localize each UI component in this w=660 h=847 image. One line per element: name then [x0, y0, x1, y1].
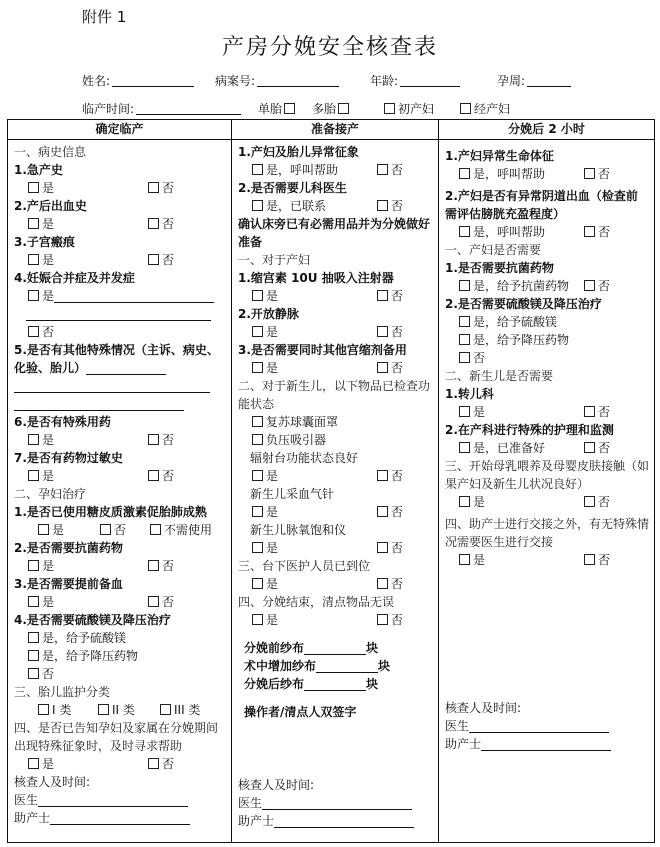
q-antibiotic: 1.是否需要抗菌药物 [445, 261, 554, 275]
checkbox-icon[interactable] [148, 470, 159, 481]
yn-blood-gas [238, 503, 433, 521]
no-label: 否 [598, 495, 611, 509]
no-need-label: 不需使用 [164, 523, 213, 537]
doctor-label: 医生 [14, 793, 39, 807]
gest-field[interactable] [497, 72, 571, 89]
section-handover: 四、助产士进行交接之外，有无特殊情况需要医生进行交接 [445, 517, 650, 549]
checklist-table [7, 119, 655, 843]
column-labor [8, 140, 232, 843]
checkbox-icon[interactable] [28, 290, 39, 301]
record-field[interactable] [215, 72, 339, 89]
no-label: 否 [598, 441, 611, 455]
no-label: 否 [162, 559, 175, 573]
checkbox-icon[interactable] [252, 614, 263, 625]
q-pph: 2.产后出血史 [14, 199, 87, 213]
checkbox-icon[interactable] [148, 758, 159, 769]
yes-complications [14, 287, 226, 305]
labor-time-field[interactable] [82, 100, 241, 117]
checkbox-icon[interactable] [28, 632, 39, 643]
single-option[interactable] [258, 100, 298, 117]
checkbox-icon[interactable] [459, 334, 470, 345]
gauze-before-label: 分娩前纱布 [244, 641, 305, 655]
column-prep [232, 140, 439, 843]
checkbox-icon[interactable] [584, 168, 595, 179]
item-warmer: 辐射台功能状态良好 [250, 451, 359, 465]
item-blood-gas: 新生儿采血气针 [250, 487, 335, 501]
age-label: 年龄: [370, 74, 399, 88]
yes-label: 是 [42, 469, 55, 483]
checkbox-icon[interactable] [150, 524, 161, 535]
no-label: 否 [391, 541, 404, 555]
section-count: 四、分娩结束，清点物品无误 [238, 595, 395, 609]
no-label: 否 [391, 361, 404, 375]
q-allergy: 7.是否有药物过敏史 [14, 451, 123, 465]
section-maternal-treatment: 二、孕妇治疗 [14, 487, 87, 501]
page-title: 产房分娩安全核查表 [221, 35, 438, 60]
section-newborn-needs: 二、新生儿是否需要 [445, 369, 554, 383]
q-uterotonic: 3.是否需要同时其他宫缩剂备用 [238, 343, 407, 357]
checkbox-icon[interactable] [252, 470, 263, 481]
checkbox-icon[interactable] [459, 406, 470, 417]
checkbox-icon[interactable] [252, 290, 263, 301]
opt-mg [14, 629, 226, 647]
doctor-row [14, 791, 226, 809]
primi-checkbox[interactable] [384, 103, 395, 114]
no-label: 否 [391, 577, 404, 591]
no-label: 否 [391, 163, 404, 177]
age-input[interactable] [400, 74, 460, 87]
midwife-label: 助产士 [445, 737, 482, 751]
opt-bp [14, 647, 226, 665]
yes-label: 是 [473, 553, 486, 567]
checkbox-icon[interactable] [252, 506, 263, 517]
multip-label: 经产妇 [474, 102, 511, 116]
section-newborn: 二、对于新生儿，以下物品已检查功能状态 [238, 379, 431, 411]
no-label: 否 [162, 181, 175, 195]
ready-label: 是，已准备好 [473, 441, 546, 455]
yn-staff [238, 575, 433, 593]
yn-scar [14, 251, 226, 269]
q-other [14, 341, 226, 377]
checkbox-icon[interactable] [28, 254, 39, 265]
yn-special-drug [14, 431, 226, 449]
yes-label: 是 [266, 613, 279, 627]
gauze-added-label: 术中增加纱布 [244, 659, 317, 673]
checkbox-icon[interactable] [377, 326, 388, 337]
checkbox-icon[interactable] [148, 218, 159, 229]
prep-intro: 确认床旁已有必需用品并为分娩做好准备 [238, 217, 431, 249]
gauze-added-input[interactable] [316, 660, 378, 673]
q-vitals: 1.产妇异常生命体征 [445, 149, 554, 163]
q-steroid: 1.是否已使用糖皮质激素促胎肺成熟 [14, 505, 207, 519]
class2-label: II 类 [112, 703, 135, 717]
fill-other-2 [14, 395, 226, 413]
yes-label: 是 [42, 559, 55, 573]
checkbox-icon[interactable] [459, 226, 470, 237]
age-field[interactable] [370, 72, 460, 89]
checkbox-icon[interactable] [148, 596, 159, 607]
checkbox-icon[interactable] [377, 542, 388, 553]
checkbox-icon[interactable] [252, 326, 263, 337]
yn-antibiotic [14, 557, 226, 575]
no-label: 否 [391, 505, 404, 519]
yn-bleeding [445, 223, 649, 241]
no-complications [14, 323, 226, 341]
checkbox-icon[interactable] [584, 226, 595, 237]
yes-label: 是 [42, 433, 55, 447]
fill-line[interactable] [54, 290, 214, 303]
name-label: 姓名: [82, 74, 111, 88]
checkbox-icon[interactable] [252, 434, 263, 445]
section-breastfeeding: 三、开始母乳喂养及母婴皮肤接触（如果产妇及新生儿状况良好） [445, 459, 650, 491]
q-mgso4: 2.是否需要硫酸镁及降压治疗 [445, 297, 602, 311]
checkbox-icon[interactable] [28, 560, 39, 571]
no-label: 否 [598, 279, 611, 293]
checkbox-icon[interactable] [98, 704, 109, 715]
yn-vitals [445, 165, 649, 183]
doctor-row [445, 717, 649, 735]
checkbox-icon[interactable] [459, 442, 470, 453]
q-scar: 3.子宫瘢痕 [14, 235, 75, 249]
fill-other-1 [14, 377, 226, 395]
checkbox-icon[interactable] [28, 596, 39, 607]
fetal-class-options [14, 701, 226, 719]
yes-label: 是 [266, 289, 279, 303]
gauze-after-row [238, 675, 433, 693]
doctor-sign-line[interactable] [262, 797, 412, 810]
help-label: 是，呼叫帮助 [266, 163, 339, 177]
checkbox-icon[interactable] [459, 554, 470, 565]
class1-label: I 类 [52, 703, 72, 717]
q-antibiotic: 2.是否需要抗菌药物 [14, 541, 123, 555]
fill-line[interactable] [26, 308, 211, 321]
yn-pph [14, 215, 226, 233]
checkbox-icon[interactable] [28, 218, 39, 229]
midwife-sign-line[interactable] [50, 812, 190, 825]
q-abnormal-signs: 1.产妇及胎儿异常征象 [238, 145, 359, 159]
q-complications: 4.妊娠合并症及并发症 [14, 271, 135, 285]
item-oximeter: 新生儿脉氧饱和仪 [250, 523, 347, 537]
gauze-before-input[interactable] [304, 642, 366, 655]
suction-label: 负压吸引器 [266, 433, 327, 447]
midwife-sign-line[interactable] [481, 738, 611, 751]
checker-label: 核查人及时间: [238, 778, 315, 792]
no-label: 否 [598, 405, 611, 419]
bp-label: 是，给予降压药物 [42, 649, 139, 663]
q-precipitous: 1.急产史 [14, 163, 63, 177]
checkbox-icon[interactable] [459, 280, 470, 291]
checkbox-icon[interactable] [584, 280, 595, 291]
checkbox-icon[interactable] [584, 496, 595, 507]
gauze-after-label: 分娩后纱布 [244, 677, 305, 691]
gauze-after-input[interactable] [304, 678, 366, 691]
gauze-added-row [238, 657, 433, 675]
no-label: 否 [42, 667, 55, 681]
fill-line[interactable] [14, 398, 184, 411]
checkbox-icon[interactable] [377, 614, 388, 625]
section-mother-needs: 一、产妇是否需要 [445, 243, 542, 257]
multip-checkbox[interactable] [460, 103, 471, 114]
q-blood: 3.是否需要提前备血 [14, 577, 123, 591]
multi-option[interactable] [312, 100, 352, 117]
col-header-prep: 准备接产 [232, 120, 439, 140]
yes-label: 是 [42, 757, 55, 771]
q-mgso4: 4.是否需要硫酸镁及降压治疗 [14, 613, 171, 627]
checkbox-icon[interactable] [28, 470, 39, 481]
no-label: 否 [42, 325, 55, 339]
no-label: 否 [162, 595, 175, 609]
checkbox-icon[interactable] [252, 578, 263, 589]
midwife-row [14, 809, 226, 827]
yes-label: 是 [266, 325, 279, 339]
q-special-care: 2.在产科进行特殊的护理和监测 [445, 423, 614, 437]
column-postpartum [439, 140, 655, 843]
q-iv: 2.开放静脉 [238, 307, 299, 321]
midwife-label: 助产士 [14, 811, 51, 825]
section-mother: 一、对于产妇 [238, 253, 311, 267]
doctor-sign-line[interactable] [38, 794, 188, 807]
yn-breastfeeding [445, 493, 649, 511]
yn-precipitous [14, 179, 226, 197]
yn-pediatrician [238, 197, 433, 215]
bag-mask-label: 复苏球囊面罩 [266, 415, 339, 429]
bp-label: 是，给予降压药物 [473, 333, 570, 347]
opt-no [445, 349, 649, 367]
item-bag-mask [238, 413, 433, 431]
attachment-label: 附件 1 [82, 8, 127, 26]
multip-option[interactable] [458, 100, 510, 117]
multi-label: 多胎 [312, 102, 337, 116]
checkbox-icon[interactable] [28, 650, 39, 661]
yn-oximeter [238, 539, 433, 557]
no-label: 否 [162, 253, 175, 267]
multi-checkbox[interactable] [338, 103, 349, 114]
opt-no [14, 665, 226, 683]
midwife-sign-line[interactable] [274, 815, 414, 828]
checkbox-icon[interactable] [28, 434, 39, 445]
doctor-label: 医生 [445, 719, 470, 733]
col-header-postpartum: 分娩后 2 小时 [439, 120, 655, 140]
gest-label: 孕周: [497, 74, 526, 88]
section-history: 一、病史信息 [14, 145, 87, 159]
checkbox-icon[interactable] [252, 416, 263, 427]
yn-handover [445, 551, 649, 569]
name-input[interactable] [112, 74, 194, 87]
no-label: 否 [162, 433, 175, 447]
yn-allergy [14, 467, 226, 485]
no-label: 否 [391, 613, 404, 627]
yn-steroid [14, 521, 226, 539]
abx-label: 是，给予抗菌药物 [473, 279, 570, 293]
checkbox-icon[interactable] [252, 200, 263, 211]
no-label: 否 [598, 553, 611, 567]
yn-transfer [445, 403, 649, 421]
mg-label: 是，给予硫酸镁 [42, 631, 127, 645]
no-label: 否 [598, 167, 611, 181]
checkbox-icon[interactable] [148, 182, 159, 193]
checkbox-icon[interactable] [28, 326, 39, 337]
checkbox-icon[interactable] [377, 470, 388, 481]
gauze-before-row [238, 639, 433, 657]
double-sign-label: 操作者/清点人双签字 [244, 705, 357, 719]
class3-label: III 类 [174, 703, 201, 717]
yes-label: 是 [473, 405, 486, 419]
checkbox-icon[interactable] [28, 758, 39, 769]
checkbox-icon[interactable] [148, 254, 159, 265]
checkbox-icon[interactable] [584, 442, 595, 453]
yn-uterotonic [238, 359, 433, 377]
yn-oxytocin [238, 287, 433, 305]
q-pediatrician: 2.是否需要儿科医生 [238, 181, 347, 195]
checkbox-icon[interactable] [28, 668, 39, 679]
checkbox-icon[interactable] [252, 542, 263, 553]
no-label: 否 [162, 217, 175, 231]
checkbox-icon[interactable] [459, 352, 470, 363]
checker-label: 核查人及时间: [14, 775, 91, 789]
doctor-row [238, 794, 433, 812]
yn-warmer [238, 467, 433, 485]
yn-iv [238, 323, 433, 341]
yes-label: 是 [266, 541, 279, 555]
no-label: 否 [473, 351, 486, 365]
yes-label: 是 [52, 523, 65, 537]
record-input[interactable] [257, 74, 339, 87]
checker-label: 核查人及时间: [445, 701, 522, 715]
yn-abnormal-signs [238, 161, 433, 179]
unit-label: 块 [378, 659, 391, 673]
no-label: 否 [162, 469, 175, 483]
yn-special-care [445, 439, 649, 457]
midwife-row [445, 735, 649, 753]
checkbox-icon[interactable] [377, 200, 388, 211]
checkbox-icon[interactable] [38, 524, 49, 535]
yes-label: 是 [473, 495, 486, 509]
yes-label: 是 [266, 469, 279, 483]
labor-time-label: 临产时间: [82, 102, 135, 116]
yes-label: 是 [42, 181, 55, 195]
checkbox-icon[interactable] [377, 578, 388, 589]
no-label: 否 [162, 757, 175, 771]
no-label: 否 [391, 289, 404, 303]
checkbox-icon[interactable] [584, 406, 595, 417]
doctor-sign-line[interactable] [469, 720, 609, 733]
q-oxytocin: 1.缩宫素 10U 抽吸入注射器 [238, 271, 394, 285]
fill-complications [14, 305, 226, 323]
checkbox-icon[interactable] [459, 496, 470, 507]
primi-label: 初产妇 [398, 102, 435, 116]
single-checkbox[interactable] [284, 103, 295, 114]
unit-label: 块 [366, 641, 379, 655]
no-label: 否 [391, 199, 404, 213]
section-fetal-monitoring: 三、胎儿监护分类 [14, 685, 111, 699]
checkbox-icon[interactable] [377, 362, 388, 373]
checkbox-icon[interactable] [252, 362, 263, 373]
record-label: 病案号: [215, 74, 256, 88]
col-header-labor: 确定临产 [8, 120, 232, 140]
checkbox-icon[interactable] [377, 164, 388, 175]
yes-label: 是 [42, 253, 55, 267]
unit-label: 块 [366, 677, 379, 691]
primi-option[interactable] [382, 100, 434, 117]
no-label: 否 [598, 225, 611, 239]
yn-inform [14, 755, 226, 773]
checkbox-icon[interactable] [28, 182, 39, 193]
yes-label: 是 [42, 217, 55, 231]
q-other-text: 5.是否有其他特殊情况（主诉、病史、化验、胎儿） [14, 343, 219, 375]
single-label: 单胎 [258, 102, 283, 116]
yes-label: 是 [266, 505, 279, 519]
fill-line[interactable] [14, 380, 210, 393]
yn-count [238, 611, 433, 629]
midwife-row [238, 812, 433, 830]
name-field[interactable] [82, 72, 194, 89]
gest-input[interactable] [527, 74, 571, 87]
mg-label: 是，给予硫酸镁 [473, 315, 558, 329]
no-label: 否 [391, 325, 404, 339]
checkbox-icon[interactable] [459, 168, 470, 179]
checkbox-icon[interactable] [459, 316, 470, 327]
fill-line[interactable] [86, 362, 166, 375]
yes-label: 是 [42, 289, 55, 303]
checkbox-icon[interactable] [148, 434, 159, 445]
yes-label: 是 [266, 361, 279, 375]
yn-antibiotic [445, 277, 649, 295]
yn-blood [14, 593, 226, 611]
checkbox-icon[interactable] [584, 554, 595, 565]
q-special-drug: 6.是否有特殊用药 [14, 415, 111, 429]
midwife-label: 助产士 [238, 814, 275, 828]
checkbox-icon[interactable] [252, 164, 263, 175]
q-transfer: 1.转儿科 [445, 387, 494, 401]
checkbox-icon[interactable] [38, 704, 49, 715]
opt-mg [445, 313, 649, 331]
checkbox-icon[interactable] [377, 506, 388, 517]
yes-label: 是 [42, 595, 55, 609]
help-label: 是，呼叫帮助 [473, 167, 546, 181]
checkbox-icon[interactable] [160, 704, 171, 715]
section-inform: 四、是否已告知孕妇及家属在分娩期间出现特殊征象时，及时寻求帮助 [14, 721, 219, 753]
labor-time-input[interactable] [136, 102, 241, 115]
no-label: 否 [114, 523, 127, 537]
opt-bp [445, 331, 649, 349]
doctor-label: 医生 [238, 796, 263, 810]
yes-label: 是 [266, 577, 279, 591]
q-bleeding: 2.产妇是否有异常阴道出血（检查前需评估膀胱充盈程度） [445, 189, 638, 221]
checkbox-icon[interactable] [148, 560, 159, 571]
section-staff: 三、台下医护人员已到位 [238, 559, 371, 573]
item-suction [238, 431, 433, 449]
help-label: 是，呼叫帮助 [473, 225, 546, 239]
checkbox-icon[interactable] [100, 524, 111, 535]
contacted-label: 是，已联系 [266, 199, 327, 213]
checkbox-icon[interactable] [377, 290, 388, 301]
no-label: 否 [391, 469, 404, 483]
